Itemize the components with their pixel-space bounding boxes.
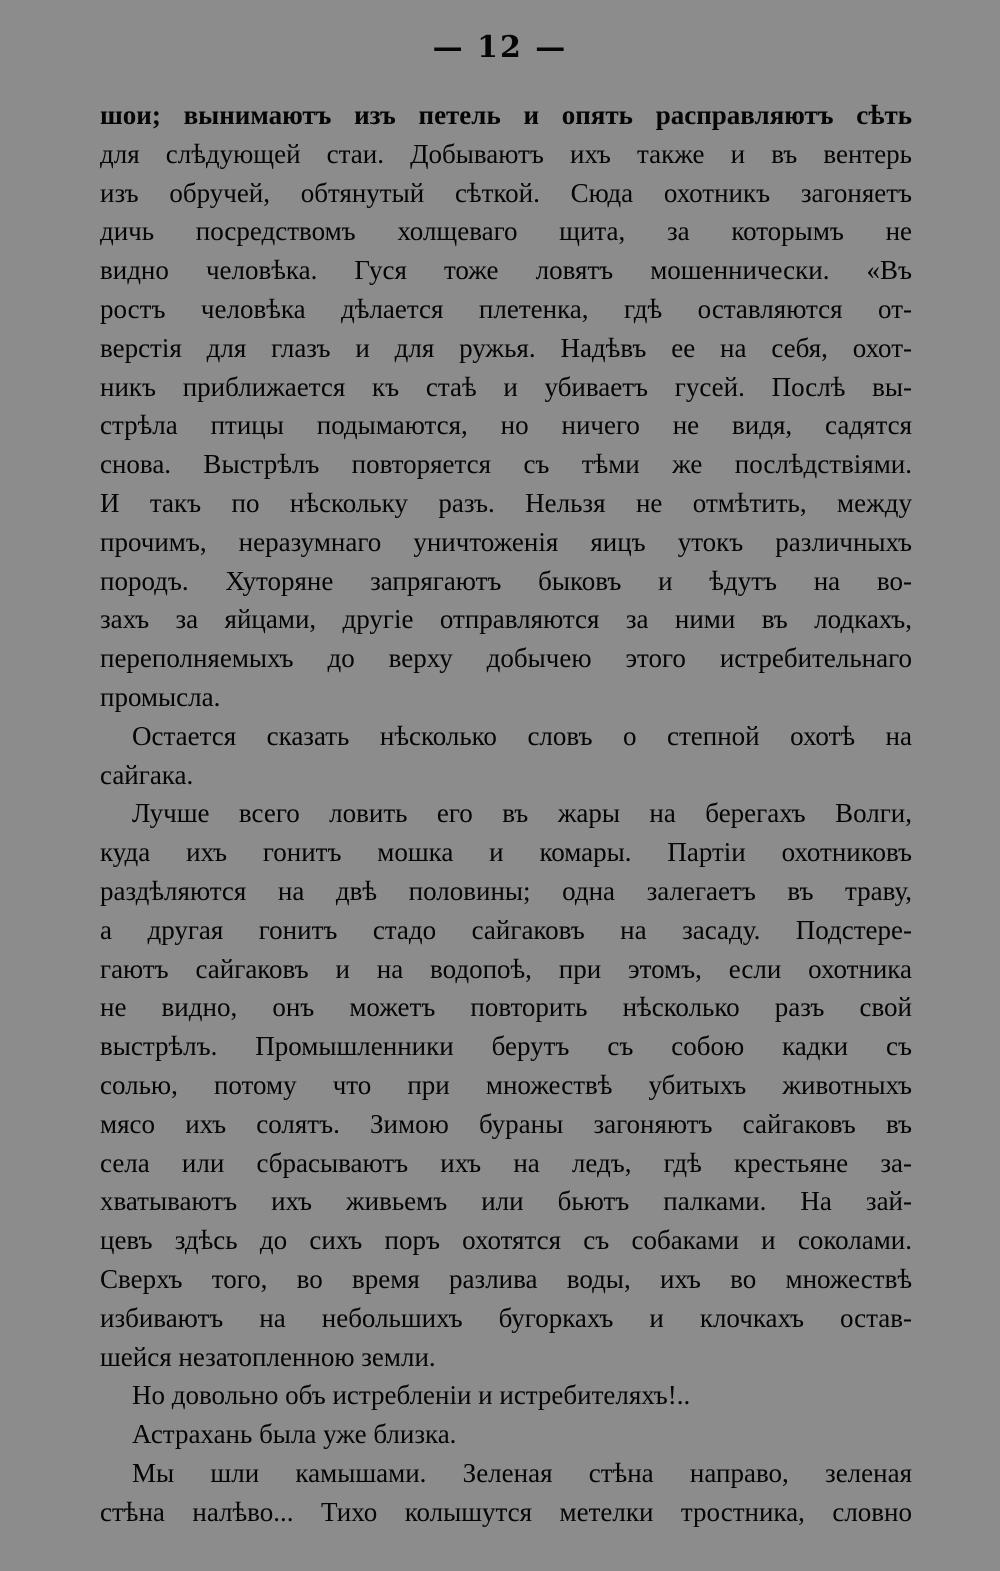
text-line: Остается сказать нѣсколько словъ о степной охотѣ на xyxy=(132,720,912,751)
text-line: хватываютъ ихъ живьемъ или бьютъ палками. На зай- xyxy=(100,1186,912,1217)
text-line: промысла. xyxy=(100,681,221,712)
text-line: Но довольно объ истребленіи и истребителяхъ!.. xyxy=(132,1380,691,1411)
text-line: мясо ихъ солятъ. Зимою бураны загоняютъ сайгаковъ въ xyxy=(100,1108,912,1139)
text-line: Сверхъ того, во время разлива воды, ихъ во множествѣ xyxy=(100,1263,912,1294)
text-line: раздѣляются на двѣ половины; одна залегаетъ въ траву, xyxy=(100,875,912,906)
text-line: Астрахань была уже близка. xyxy=(132,1419,457,1450)
text-line: снова. Выстрѣлъ повторяется съ тѣми же послѣдствіями. xyxy=(100,449,912,480)
text-line: а другая гонитъ стадо сайгаковъ на засаду. Подстере- xyxy=(100,914,912,945)
text-line: переполняемыхъ до верху добычею этого истребительнаго xyxy=(100,643,912,674)
text-line: изъ обручей, обтянутый сѣткой. Сюда охотникъ загоняетъ xyxy=(100,177,912,208)
text-line: шейся незатопленною земли. xyxy=(100,1341,436,1372)
body-text xyxy=(100,96,912,1531)
text-line: выстрѣлъ. Промышленники берутъ съ собою кадки съ xyxy=(100,1031,912,1062)
page-number: — 12 — xyxy=(432,30,568,65)
text-line: ростъ человѣка дѣлается плетенка, гдѣ оставляются от- xyxy=(100,293,912,324)
text-line: Мы шли камышами. Зеленая стѣна направо, зеленая xyxy=(132,1457,912,1488)
text-line: верстія для глазъ и для ружья. Надѣвъ ее на себя, охот- xyxy=(100,332,912,363)
text-line: села или сбрасываютъ ихъ на ледъ, гдѣ крестьяне за- xyxy=(100,1147,912,1178)
text-line: породъ. Хуторяне запрягаютъ быковъ и ѣдутъ на во- xyxy=(100,565,912,596)
text-line: цевъ здѣсь до сихъ поръ охотятся съ собаками и соколами. xyxy=(100,1225,912,1256)
text-line: солью, потому что при множествѣ убитыхъ животныхъ xyxy=(100,1069,912,1100)
text-line: дичь посредствомъ холщеваго щита, за которымъ не xyxy=(100,216,912,247)
text-line: избиваютъ на небольшихъ бугоркахъ и клочкахъ остав- xyxy=(100,1302,912,1333)
text-line: стѣна налѣво... Тихо колышутся метелки тростника, словно xyxy=(100,1496,912,1527)
text-line: гаютъ сайгаковъ и на водопоѣ, при этомъ, если охотника xyxy=(100,953,912,984)
text-line: сайгака. xyxy=(100,759,194,790)
text-line: стрѣла птицы подымаются, но ничего не видя, садятся xyxy=(100,410,912,441)
text-line: видно человѣка. Гуся тоже ловятъ мошеннически. «Въ xyxy=(100,255,912,286)
text-line: куда ихъ гонитъ мошка и комары. Партіи охотниковъ xyxy=(100,837,912,868)
text-line: никъ приближается къ стаѣ и убиваетъ гусей. Послѣ вы- xyxy=(100,371,912,402)
text-line: Лучше всего ловить его въ жары на берегахъ Волги, xyxy=(132,798,912,829)
text-line: не видно, онъ можетъ повторить нѣсколько разъ свой xyxy=(100,992,912,1023)
text-line: прочимъ, неразумнаго уничтоженія яицъ утокъ различныхъ xyxy=(100,526,912,557)
text-line: шои; вынимаютъ изъ петель и опять расправляютъ сѣть xyxy=(100,100,912,130)
text-line: для слѣдующей стаи. Добываютъ ихъ также и въ вентерь xyxy=(100,138,912,169)
text-line: И такъ по нѣскольку разъ. Нельзя не отмѣтить, между xyxy=(100,487,912,518)
text-line: захъ за яйцами, другіе отправляются за ними въ лодкахъ, xyxy=(100,604,912,635)
